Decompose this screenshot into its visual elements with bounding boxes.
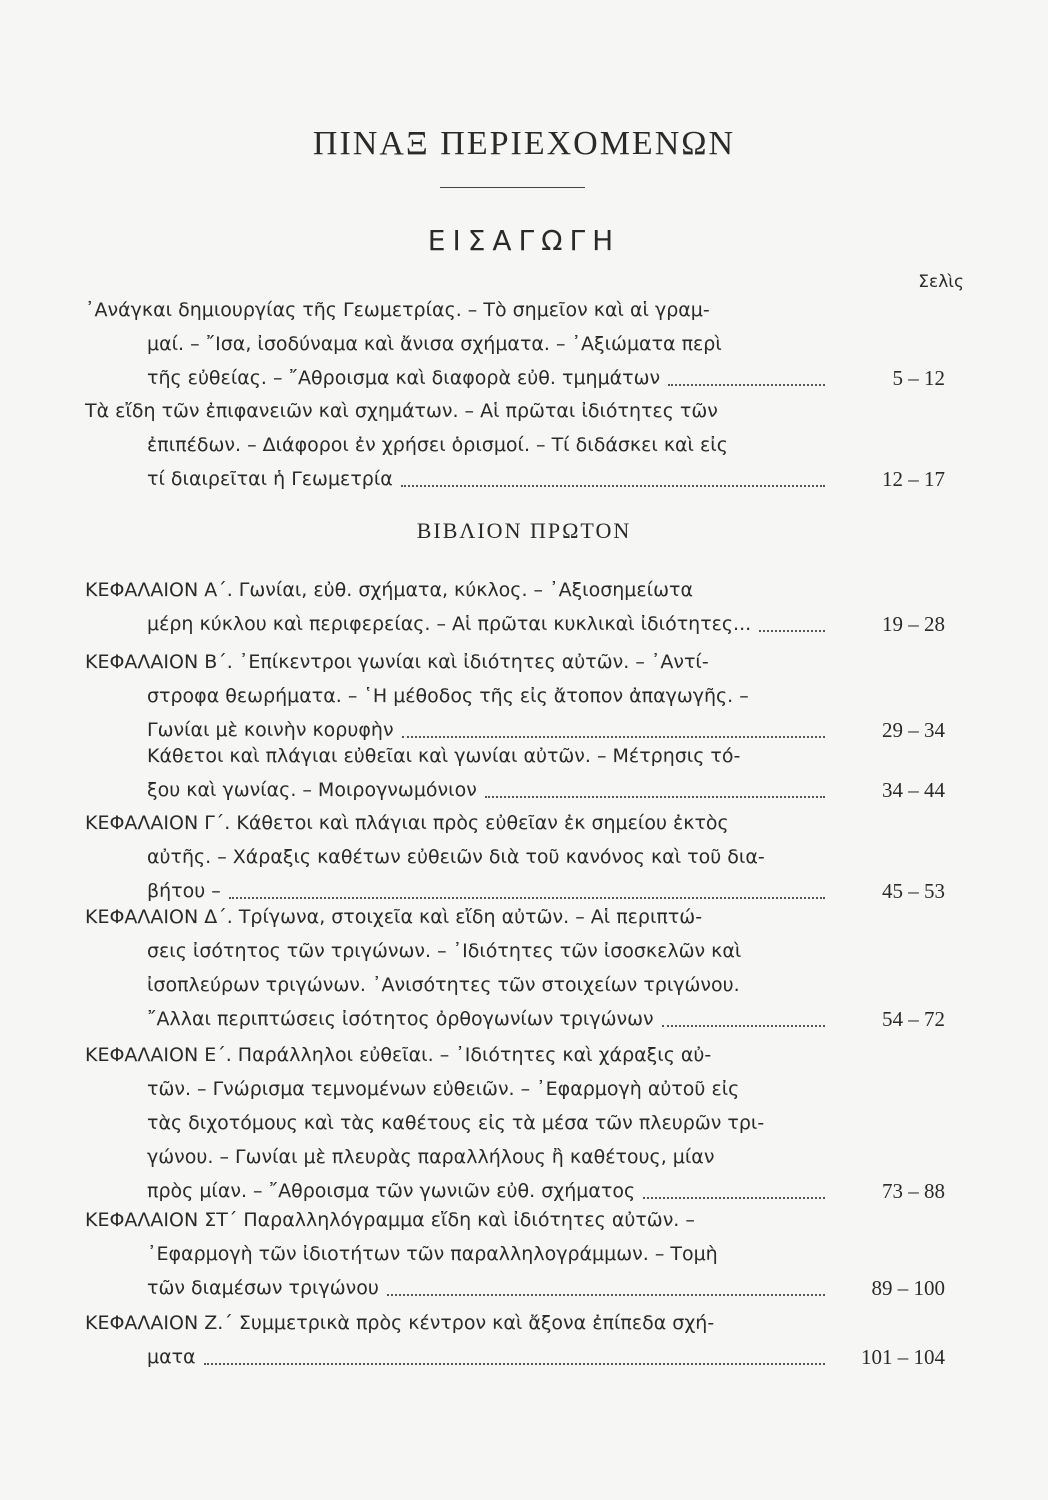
entry-line: ᾿Ανάγκαι δημιουργίας τῆς Γεωμετρίας. – Τὸ σημεῖον καὶ αἱ γραμ- bbox=[85, 299, 710, 321]
entry-line: ΚΕΦΑΛΑΙΟΝ Δ΄. Τρίγωνα, στοιχεῖα καὶ εἴδη αὐτῶν. – Αἱ περιπτώ- bbox=[85, 906, 703, 928]
entry-line: τῆς εὐθείας. – ῎Αθροισμα καὶ διαφορὰ εὐθ. τμημάτων bbox=[147, 367, 661, 389]
entry-line: ΚΕΦΑΛΑΙΟΝ Ζ.΄ Συμμετρικὰ πρὸς κέντρον καὶ ἄξονα ἐπίπεδα σχή- bbox=[85, 1312, 715, 1334]
entry-line: γώνου. – Γωνίαι μὲ πλευρὰς παραλλήλους ἢ καθέτους, μίαν bbox=[147, 1146, 715, 1168]
title-rule bbox=[440, 187, 585, 188]
book-heading: ΒΙΒΛΙΟΝ ΠΡΩΤΟΝ bbox=[416, 518, 632, 543]
page-range: 5 – 12 bbox=[892, 366, 945, 390]
entry-line: αὐτῆς. – Χάραξις καθέτων εὐθειῶν διὰ τοῦ κανόνος καὶ τοῦ δια- bbox=[147, 846, 765, 868]
entry-line: σεις ἰσότητος τῶν τριγώνων. – ᾿Ιδιότητες τῶν ἰσοσκελῶν καὶ bbox=[147, 940, 742, 962]
entry-line: ᾿Εφαρμογὴ τῶν ἰδιοτήτων τῶν παραλληλογράμμων. – Τομὴ bbox=[147, 1243, 718, 1265]
page-range: 101 – 104 bbox=[861, 1345, 945, 1369]
page-range: 12 – 17 bbox=[882, 467, 945, 491]
entry-line: μαί. – ῎Ισα, ἰσοδύναμα καὶ ἄνισα σχήματα. – ᾿Αξιώματα περὶ bbox=[147, 333, 722, 355]
entry-line: τῶν. – Γνώρισμα τεμνομένων εὐθειῶν. – ᾿Εφαρμογὴ αὐτοῦ εἰς bbox=[147, 1078, 740, 1100]
entry-line: ΚΕΦΑΛΑΙΟΝ Α΄. Γωνίαι, εὐθ. σχήματα, κύκλος. – ᾿Αξιοσημείωτα bbox=[85, 579, 693, 601]
entry-line: μέρη κύκλου καὶ περιφερείας. – Αἱ πρῶται κυκλικαὶ ἰδιότητες... bbox=[147, 613, 752, 635]
entry-line: ἰσοπλεύρων τριγώνων. ᾿Ανισότητες τῶν στοιχείων τριγώνου. bbox=[147, 974, 740, 996]
entry-line: Κάθετοι καὶ πλάγιαι εὐθεῖαι καὶ γωνίαι αὐτῶν. – Μέτρησις τό- bbox=[147, 745, 741, 767]
entry-line: ματα bbox=[147, 1346, 196, 1368]
entry-line: ἐπιπέδων. – Διάφοροι ἐν χρήσει ὁρισμοί. – Τί διδάσκει καὶ εἰς bbox=[147, 434, 728, 456]
dot-leader bbox=[402, 736, 825, 738]
entry-line: ΚΕΦΑΛΑΙΟΝ Β΄. ᾿Επίκεντροι γωνίαι καὶ ἰδιότητες αὐτῶν. – ᾿Αντί- bbox=[85, 651, 709, 673]
page-range: 29 – 34 bbox=[882, 718, 945, 742]
dot-leader bbox=[662, 1025, 825, 1027]
entry-line: ΚΕΦΑΛΑΙΟΝ Ε΄. Παράλληλοι εὐθεῖαι. – ᾿Ιδιότητες καὶ χάραξις αὐ- bbox=[85, 1044, 712, 1066]
dot-leader bbox=[387, 1294, 825, 1296]
dot-leader bbox=[401, 485, 825, 487]
dot-leader bbox=[485, 796, 825, 798]
intro-heading: ΕΙΣΑΓΩΓΗ bbox=[427, 224, 621, 257]
entry-line: ΚΕΦΑΛΑΙΟΝ Γ΄. Κάθετοι καὶ πλάγιαι πρὸς εὐθεῖαν ἐκ σημείου ἐκτὸς bbox=[85, 812, 729, 834]
dot-leader bbox=[643, 1197, 825, 1199]
dot-leader bbox=[229, 897, 825, 899]
dot-leader bbox=[759, 630, 825, 632]
entry-line: τὰς διχοτόμους καὶ τὰς καθέτους εἰς τὰ μέσα τῶν πλευρῶν τρι- bbox=[147, 1112, 765, 1134]
page-range: 45 – 53 bbox=[882, 879, 945, 903]
entry-line: ξου καὶ γωνίας. – Μοιρογνωμόνιον bbox=[147, 779, 477, 801]
entry-line: Τὰ εἴδη τῶν ἐπιφανειῶν καὶ σχημάτων. – Αἱ πρῶται ἰδιότητες τῶν bbox=[85, 400, 718, 422]
pages-column-label: Σελὶς bbox=[918, 272, 964, 292]
entry-line: πρὸς μίαν. – ῎Αθροισμα τῶν γωνιῶν εὐθ. σχήματος bbox=[147, 1180, 636, 1202]
page-range: 19 – 28 bbox=[882, 612, 945, 636]
dot-leader bbox=[668, 384, 825, 386]
page-range: 73 – 88 bbox=[882, 1179, 945, 1203]
entry-line: Γωνίαι μὲ κοινὴν κορυφὴν bbox=[147, 719, 394, 741]
page-range: 34 – 44 bbox=[882, 778, 945, 802]
page-range: 89 – 100 bbox=[871, 1276, 945, 1300]
entry-line: τῶν διαμέσων τριγώνου bbox=[147, 1277, 379, 1299]
entry-line: ΚΕΦΑΛΑΙΟΝ ΣΤ΄ Παραλληλόγραμμα εἴδη καὶ ἰδιότητες αὐτῶν. – bbox=[85, 1209, 695, 1231]
entry-line: βήτου – bbox=[147, 880, 221, 902]
entry-line: στροφα θεωρήματα. – ῾Η μέθοδος τῆς εἰς ἄτοπον ἀπαγωγῆς. – bbox=[147, 685, 749, 707]
entry-line: τί διαιρεῖται ἡ Γεωμετρία bbox=[147, 468, 393, 490]
page-title: ΠΙΝΑΞ ΠΕΡΙΕΧΟΜΕΝΩΝ bbox=[312, 125, 736, 162]
page-range: 54 – 72 bbox=[882, 1007, 945, 1031]
dot-leader bbox=[204, 1363, 825, 1365]
entry-line: ῎Αλλαι περιπτώσεις ἰσότητος ὀρθογωνίων τριγώνων bbox=[147, 1008, 654, 1030]
